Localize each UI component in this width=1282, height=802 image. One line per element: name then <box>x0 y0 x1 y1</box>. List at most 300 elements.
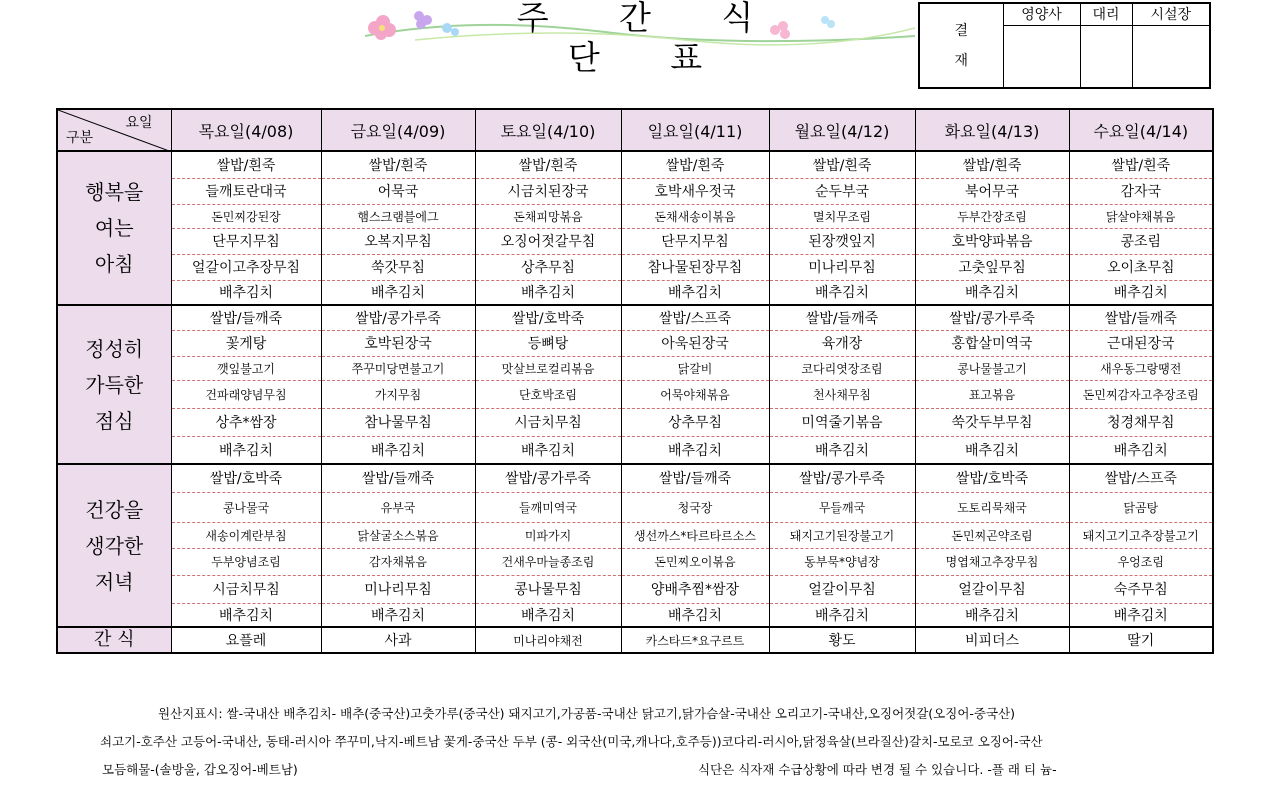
menu-item: 참나물된장무침 <box>647 260 743 276</box>
menu-item: 건새우마늘종조림 <box>501 555 595 569</box>
menu-item: 상추무침 <box>667 415 723 431</box>
meal-label-line: 정성히 <box>85 336 144 361</box>
menu-cell <box>321 280 475 305</box>
menu-cell <box>1069 603 1213 627</box>
menu-cell <box>475 151 621 178</box>
menu-cell <box>321 464 475 492</box>
menu-cell <box>769 380 915 408</box>
menu-row <box>57 408 1213 436</box>
menu-item: 천사채무침 <box>813 387 871 402</box>
menu-item: 배추김치 <box>667 285 723 302</box>
menu-row <box>57 305 1213 330</box>
menu-item: 쌀밥/흰죽 <box>665 157 725 174</box>
menu-cell <box>475 464 621 492</box>
approval-label <box>919 3 1003 88</box>
menu-row <box>57 575 1213 603</box>
meal-label <box>57 464 171 627</box>
menu-item: 미파가지 <box>524 528 572 543</box>
menu-row <box>57 522 1213 548</box>
menu-item: 청국장 <box>677 500 713 515</box>
menu-cell <box>1069 436 1213 464</box>
menu-cell <box>321 330 475 356</box>
menu-cell <box>475 492 621 522</box>
meal-label <box>57 305 171 464</box>
approval-role: 시설장 <box>1132 3 1210 25</box>
menu-item: 쌀밥/스프죽 <box>1104 471 1177 488</box>
menu-item: 호박된장국 <box>364 336 432 352</box>
menu-cell <box>769 280 915 305</box>
menu-item: 쌀밥/콩가루죽 <box>949 310 1035 327</box>
menu-item: 배추김치 <box>520 442 576 459</box>
snack-item: 요플레 <box>171 627 321 653</box>
menu-item: 미나리무침 <box>808 260 876 276</box>
menu-cell <box>769 178 915 204</box>
menu-item: 쌀밥/스프죽 <box>658 310 732 327</box>
menu-cell <box>915 603 1069 627</box>
menu-item: 쭈꾸미당면불고기 <box>351 361 445 376</box>
menu-cell <box>475 330 621 356</box>
menu-item: 쌀밥/흰죽 <box>962 157 1022 174</box>
meal-label-line: 행복을 <box>85 180 144 204</box>
menu-cell <box>769 408 915 436</box>
menu-item: 배추김치 <box>218 442 274 459</box>
menu-item: 쌀밥/들깨죽 <box>1104 310 1177 327</box>
menu-cell <box>1069 330 1213 356</box>
menu-item: 콩나물국 <box>222 500 270 515</box>
menu-cell <box>769 305 915 330</box>
menu-cell <box>1069 280 1213 305</box>
menu-item: 돈민찌오이볶음 <box>654 555 736 569</box>
origin-line: 모듬해물-(솔방울, 갑오징어-베트남) <box>102 762 298 777</box>
menu-cell <box>475 204 621 228</box>
menu-item: 무들깨국 <box>818 500 866 515</box>
menu-cell <box>915 548 1069 575</box>
menu-item: 새송이계란부침 <box>205 528 287 543</box>
menu-cell <box>475 254 621 280</box>
menu-item: 쑥갓무침 <box>370 260 426 276</box>
menu-cell <box>475 548 621 575</box>
menu-item: 배추김치 <box>964 442 1020 459</box>
menu-row <box>57 603 1213 627</box>
menu-cell <box>1069 305 1213 330</box>
snack-label: 간 식 <box>57 627 171 653</box>
menu-cell <box>915 575 1069 603</box>
snack-item: 미나리야채전 <box>475 627 621 653</box>
menu-cell <box>769 356 915 380</box>
approval-label-bottom: 재 <box>954 52 969 69</box>
menu-row <box>57 151 1213 178</box>
menu-cell <box>915 356 1069 380</box>
menu-item: 된장깻잎지 <box>808 234 876 250</box>
approval-sign-box[interactable] <box>1080 25 1132 88</box>
menu-cell <box>769 522 915 548</box>
menu-item: 햄스크램블에그 <box>357 209 439 224</box>
meal-label <box>57 151 171 305</box>
menu-item: 가지무침 <box>374 387 422 402</box>
menu-item: 미역줄기볶음 <box>801 415 883 431</box>
menu-cell <box>321 305 475 330</box>
menu-item: 꽃게탕 <box>225 336 267 352</box>
menu-item: 배추김치 <box>814 442 870 459</box>
menu-item: 등뼈탕 <box>527 336 569 352</box>
menu-cell <box>621 380 769 408</box>
menu-item: 돼지고기고추장불고기 <box>1082 528 1199 543</box>
menu-item: 새우동그랑땡전 <box>1100 361 1182 376</box>
menu-cell <box>915 464 1069 492</box>
menu-cell <box>621 464 769 492</box>
menu-cell <box>171 305 321 330</box>
menu-row <box>57 330 1213 356</box>
approval-box <box>918 2 1211 89</box>
menu-cell <box>915 492 1069 522</box>
menu-item: 참나물무침 <box>364 415 432 431</box>
menu-cell <box>475 356 621 380</box>
menu-item: 쑥갓두부무침 <box>951 415 1033 431</box>
menu-item: 표고볶음 <box>968 387 1016 402</box>
menu-cell <box>321 228 475 254</box>
origin-line: 쇠고기-호주산 고등어-국내산, 동태-러시아 쭈꾸미,낙지-베트남 꽃게-중국산 두부 (콩- 외국산(미국,캐나다,호주등))코다리-러시아,닭정육살(브라질산)갈치-모로코 오징어-국산 <box>100 734 1043 749</box>
corner-day-label: 요일 <box>125 115 153 131</box>
day-header: 금요일(4/09) <box>321 109 475 151</box>
day-header: 월요일(4/12) <box>769 109 915 151</box>
menu-item: 배추김치 <box>218 285 274 302</box>
day-header: 일요일(4/11) <box>621 109 769 151</box>
menu-item: 배추김치 <box>1113 442 1168 459</box>
menu-cell <box>769 548 915 575</box>
menu-cell <box>475 380 621 408</box>
approval-sign-box[interactable] <box>1003 25 1080 88</box>
menu-cell <box>171 254 321 280</box>
menu-item: 두부간장조림 <box>957 209 1027 224</box>
menu-cell <box>475 280 621 305</box>
menu-cell <box>321 492 475 522</box>
menu-item: 호박새우젓국 <box>654 184 736 200</box>
menu-item: 배추김치 <box>1113 285 1168 302</box>
menu-item: 단호박조림 <box>519 387 577 402</box>
menu-item: 돈민찌강된장 <box>211 209 281 224</box>
menu-item: 쌀밥/콩가루죽 <box>505 471 591 488</box>
menu-item: 감자채볶음 <box>369 555 427 569</box>
menu-cell <box>621 603 769 627</box>
snack-item: 비피더스 <box>915 627 1069 653</box>
menu-cell <box>769 603 915 627</box>
menu-item: 맛살브로컬리볶음 <box>501 361 595 376</box>
menu-item: 쌀밥/들깨죽 <box>361 471 435 488</box>
menu-item: 쌀밥/흰죽 <box>518 157 578 174</box>
menu-row <box>57 228 1213 254</box>
menu-item: 콩나물무침 <box>514 582 582 598</box>
menu-item: 시금치된장국 <box>507 184 589 200</box>
menu-item: 유부국 <box>380 500 416 515</box>
menu-item: 쌀밥/호박죽 <box>511 310 585 327</box>
menu-item: 숙주무침 <box>1113 582 1168 598</box>
menu-cell <box>475 408 621 436</box>
menu-cell <box>1069 356 1213 380</box>
menu-cell <box>321 204 475 228</box>
menu-cell <box>621 330 769 356</box>
menu-item: 단무지무침 <box>212 234 280 250</box>
menu-cell <box>321 151 475 178</box>
menu-item: 쌀밥/흰죽 <box>216 157 276 174</box>
snack-item: 황도 <box>769 627 915 653</box>
menu-cell <box>621 548 769 575</box>
menu-item: 쌀밥/흰죽 <box>368 157 428 174</box>
snack-item: 사과 <box>321 627 475 653</box>
menu-item: 순두부국 <box>814 184 870 200</box>
change-notice: 식단은 식자재 수급상황에 따라 변경 될 수 있습니다. -플 래 티 늄- <box>698 762 1057 777</box>
menu-item: 두부양념조림 <box>211 555 281 569</box>
menu-cell <box>1069 178 1213 204</box>
menu-row <box>57 280 1213 305</box>
menu-item: 홍합살미역국 <box>951 336 1033 352</box>
menu-item: 오이초무침 <box>1106 260 1175 276</box>
weekly-menu-table <box>56 108 1214 654</box>
day-header: 화요일(4/13) <box>915 109 1069 151</box>
menu-item: 호박양파볶음 <box>951 234 1033 250</box>
menu-item: 쌀밥/흰죽 <box>1111 157 1171 174</box>
corner-category-label: 구분 <box>66 130 94 146</box>
menu-item: 배추김치 <box>1113 607 1168 624</box>
menu-cell <box>1069 575 1213 603</box>
menu-item: 쌀밥/들깨죽 <box>658 471 732 488</box>
menu-cell <box>915 436 1069 464</box>
menu-cell <box>621 178 769 204</box>
day-header: 토요일(4/10) <box>475 109 621 151</box>
menu-cell <box>475 575 621 603</box>
meal-label-line: 가득한 <box>85 372 144 397</box>
menu-cell <box>915 305 1069 330</box>
menu-cell <box>769 492 915 522</box>
origin-line: 원산지표시: 쌀-국내산 배추김치- 배추(중국산)고춧가루(중국산) 돼지고기,가공품-국내산 닭고기,닭가슴살-국내산 오리고기-국내산,오징어젓갈(오징어-중국산) <box>158 706 1016 721</box>
day-header: 수요일(4/14) <box>1069 109 1213 151</box>
menu-item: 닭곰탕 <box>1123 500 1159 515</box>
menu-cell <box>1069 228 1213 254</box>
menu-cell <box>769 330 915 356</box>
approval-label-top: 결 <box>954 22 969 39</box>
menu-item: 들깨토란대국 <box>205 184 287 200</box>
menu-cell <box>621 408 769 436</box>
menu-cell <box>321 436 475 464</box>
menu-item: 배추김치 <box>814 285 870 302</box>
menu-cell <box>769 151 915 178</box>
page-title: 주 간 식 단 표 <box>516 0 784 77</box>
menu-cell <box>769 464 915 492</box>
menu-cell <box>1069 548 1213 575</box>
menu-cell <box>621 305 769 330</box>
menu-cell <box>171 436 321 464</box>
menu-item: 배추김치 <box>667 442 723 459</box>
menu-row <box>57 356 1213 380</box>
menu-item: 콩나물불고기 <box>957 361 1027 376</box>
menu-item: 명엽채고추장무침 <box>945 555 1039 569</box>
menu-item: 배추김치 <box>370 442 426 459</box>
menu-item: 돈민찌곤약조림 <box>951 528 1033 543</box>
menu-item: 얼갈이무침 <box>958 582 1026 598</box>
meal-label-line: 점심 <box>94 408 134 433</box>
menu-item: 돼지고기된장불고기 <box>789 528 895 543</box>
menu-cell <box>1069 464 1213 492</box>
menu-item: 배추김치 <box>667 607 723 624</box>
menu-cell <box>1069 204 1213 228</box>
menu-item: 들깨미역국 <box>519 500 577 515</box>
meal-label-line: 아침 <box>94 252 134 276</box>
menu-item: 닭갈비 <box>677 361 713 376</box>
menu-cell <box>769 228 915 254</box>
menu-cell <box>171 204 321 228</box>
menu-item: 배추김치 <box>520 607 576 624</box>
menu-row <box>57 204 1213 228</box>
menu-cell <box>769 254 915 280</box>
menu-cell <box>621 492 769 522</box>
menu-cell <box>475 436 621 464</box>
day-header: 목요일(4/08) <box>171 109 321 151</box>
menu-item: 코다리엿장조림 <box>801 361 883 376</box>
menu-cell <box>915 151 1069 178</box>
menu-cell <box>621 280 769 305</box>
menu-row <box>57 178 1213 204</box>
menu-cell <box>171 228 321 254</box>
menu-item: 쌀밥/콩가루죽 <box>799 471 885 488</box>
menu-cell <box>321 408 475 436</box>
menu-item: 쌀밥/호박죽 <box>209 471 283 488</box>
menu-item: 배추김치 <box>814 607 870 624</box>
menu-item: 배추김치 <box>370 285 426 302</box>
menu-cell <box>171 178 321 204</box>
menu-cell <box>1069 380 1213 408</box>
menu-item: 오징어젓갈무침 <box>500 234 596 250</box>
menu-item: 얼갈이무침 <box>808 582 876 598</box>
menu-item: 쌀밥/흰죽 <box>812 157 872 174</box>
menu-cell <box>1069 151 1213 178</box>
meal-label-line: 생각한 <box>85 533 144 558</box>
menu-item: 우엉조림 <box>1117 555 1164 569</box>
menu-cell <box>915 330 1069 356</box>
menu-item: 쌀밥/콩가루죽 <box>355 310 441 327</box>
menu-cell <box>621 228 769 254</box>
menu-cell <box>171 408 321 436</box>
menu-item: 동부묵*양념장 <box>804 555 880 569</box>
menu-item: 배추김치 <box>964 285 1020 302</box>
menu-cell <box>171 492 321 522</box>
menu-cell <box>171 151 321 178</box>
menu-cell <box>321 254 475 280</box>
menu-item: 쌀밥/들깨죽 <box>209 310 283 327</box>
menu-item: 돈채새송이볶음 <box>654 209 736 224</box>
table-corner <box>57 109 171 151</box>
menu-item: 콩조림 <box>1120 234 1162 250</box>
menu-cell <box>1069 408 1213 436</box>
menu-cell <box>321 380 475 408</box>
menu-cell <box>915 380 1069 408</box>
menu-cell <box>171 280 321 305</box>
snack-item: 딸기 <box>1069 627 1213 653</box>
menu-row <box>57 254 1213 280</box>
menu-item: 얼갈이고추장무침 <box>191 260 301 276</box>
meal-label-line: 저녁 <box>94 569 134 594</box>
menu-cell <box>321 575 475 603</box>
menu-cell <box>915 178 1069 204</box>
menu-item: 쌀밥/호박죽 <box>955 471 1029 488</box>
menu-item: 양배추찜*쌈장 <box>650 582 740 598</box>
menu-item: 건파래양념무침 <box>205 387 287 402</box>
menu-cell <box>321 522 475 548</box>
menu-cell <box>621 204 769 228</box>
menu-row <box>57 436 1213 464</box>
menu-item: 시금치무침 <box>212 582 280 598</box>
menu-cell <box>171 464 321 492</box>
menu-cell <box>915 204 1069 228</box>
menu-row <box>57 464 1213 492</box>
menu-item: 고춧잎무침 <box>958 260 1026 276</box>
snack-item: 카스타드*요구르트 <box>621 627 769 653</box>
menu-cell <box>915 228 1069 254</box>
menu-item: 청경채무침 <box>1106 415 1175 431</box>
menu-item: 상추*쌈장 <box>215 415 277 431</box>
menu-cell <box>475 228 621 254</box>
menu-item: 배추김치 <box>964 607 1020 624</box>
menu-cell <box>171 330 321 356</box>
menu-cell <box>171 356 321 380</box>
menu-cell <box>1069 254 1213 280</box>
menu-item: 생선까스*타르타르소스 <box>634 528 756 543</box>
menu-cell <box>475 178 621 204</box>
menu-cell <box>915 408 1069 436</box>
menu-item: 단무지무침 <box>661 234 729 250</box>
menu-cell <box>621 522 769 548</box>
menu-cell <box>621 575 769 603</box>
menu-cell <box>621 254 769 280</box>
snack-row <box>57 627 1213 653</box>
menu-cell <box>769 204 915 228</box>
menu-item: 시금치무침 <box>514 415 582 431</box>
approval-sign-box[interactable] <box>1132 25 1210 88</box>
menu-cell <box>475 522 621 548</box>
menu-item: 도토리묵채국 <box>957 500 1027 515</box>
menu-item: 상추무침 <box>520 260 576 276</box>
menu-item: 어묵국 <box>377 184 419 200</box>
menu-cell <box>915 522 1069 548</box>
menu-cell <box>769 575 915 603</box>
menu-cell <box>321 548 475 575</box>
menu-item: 미나리무침 <box>364 582 432 598</box>
menu-cell <box>1069 492 1213 522</box>
menu-cell <box>475 603 621 627</box>
meal-label-line: 건강을 <box>85 497 144 522</box>
menu-item: 북어무국 <box>964 184 1020 200</box>
menu-cell <box>475 305 621 330</box>
menu-cell <box>915 254 1069 280</box>
menu-cell <box>321 603 475 627</box>
menu-item: 닭살굴소스볶음 <box>357 528 439 543</box>
menu-item: 배추김치 <box>218 607 274 624</box>
menu-row <box>57 492 1213 522</box>
menu-row <box>57 548 1213 575</box>
menu-cell <box>171 548 321 575</box>
menu-cell <box>171 380 321 408</box>
menu-item: 육개장 <box>821 336 863 352</box>
menu-cell <box>171 603 321 627</box>
menu-cell <box>321 178 475 204</box>
menu-item: 닭살야채볶음 <box>1105 209 1176 224</box>
menu-item: 깻잎불고기 <box>217 361 275 376</box>
menu-item: 돈민찌감자고추장조림 <box>1082 387 1199 402</box>
menu-item: 오복지무침 <box>364 234 432 250</box>
menu-cell <box>171 522 321 548</box>
approval-role: 영양사 <box>1003 3 1080 25</box>
meal-label-line: 여는 <box>94 216 134 240</box>
menu-cell <box>621 356 769 380</box>
menu-row <box>57 380 1213 408</box>
